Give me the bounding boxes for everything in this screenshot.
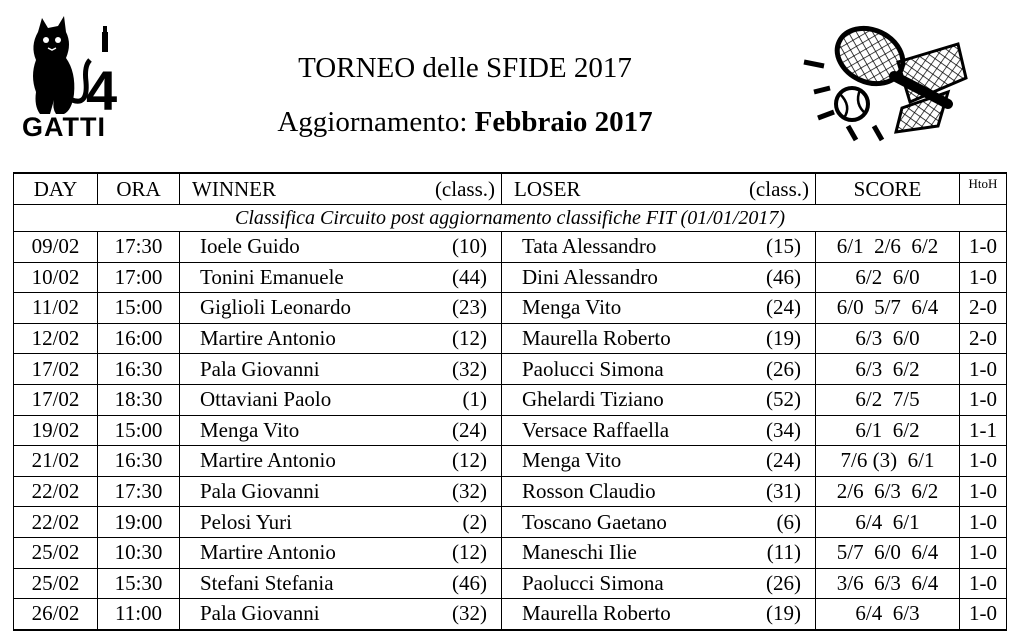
- cell-loser: Rosson Claudio: [502, 476, 718, 507]
- cell-h2h: 1-0: [960, 599, 1007, 630]
- cell-score: 6/1 2/6 6/2: [816, 232, 960, 263]
- cell-loser-class: (19): [718, 599, 816, 630]
- cell-day: 19/02: [14, 415, 98, 446]
- ranking-note: Classifica Circuito post aggiornamento classifiche FIT (01/01/2017): [14, 205, 1007, 232]
- cell-winner: Martire Antonio: [180, 323, 405, 354]
- cell-loser: Menga Vito: [502, 293, 718, 324]
- cell-h2h: 2-0: [960, 323, 1007, 354]
- cell-loser: Ghelardi Tiziano: [502, 384, 718, 415]
- col-day: DAY: [14, 173, 98, 205]
- cell-day: 25/02: [14, 537, 98, 568]
- table-row: [14, 415, 1007, 446]
- table-row: [14, 507, 1007, 538]
- update-label: Aggiornamento:: [277, 106, 468, 138]
- table-row: [14, 537, 1007, 568]
- cell-winner: Stefani Stefania: [180, 568, 405, 599]
- cell-time: 17:30: [98, 476, 180, 507]
- cell-winner: Ottaviani Paolo: [180, 384, 405, 415]
- cell-loser-class: (31): [718, 476, 816, 507]
- cell-loser: Toscano Gaetano: [502, 507, 718, 538]
- update-value: Febbraio 2017: [474, 106, 653, 138]
- cell-loser-class: (15): [718, 232, 816, 263]
- cell-day: 25/02: [14, 568, 98, 599]
- cell-time: 11:00: [98, 599, 180, 630]
- cell-time: 18:30: [98, 384, 180, 415]
- cell-loser-class: (34): [718, 415, 816, 446]
- table-row: [14, 476, 1007, 507]
- cell-loser-class: (46): [718, 262, 816, 293]
- cell-h2h: 1-1: [960, 415, 1007, 446]
- cell-loser: Dini Alessandro: [502, 262, 718, 293]
- cell-winner: Martire Antonio: [180, 446, 405, 477]
- table-row: [14, 384, 1007, 415]
- cell-loser: Maneschi Ilie: [502, 537, 718, 568]
- table-row: [14, 354, 1007, 385]
- col-ora: ORA: [98, 173, 180, 205]
- cell-h2h: 1-0: [960, 262, 1007, 293]
- cell-loser: Maurella Roberto: [502, 323, 718, 354]
- cell-score: 6/4 6/3: [816, 599, 960, 630]
- cell-h2h: 1-0: [960, 507, 1007, 538]
- cell-score: 6/3 6/2: [816, 354, 960, 385]
- cell-score: 6/3 6/0: [816, 323, 960, 354]
- cell-loser-class: (19): [718, 323, 816, 354]
- cell-winner: Pala Giovanni: [180, 354, 405, 385]
- table-row: [14, 446, 1007, 477]
- table-row: [14, 323, 1007, 354]
- cell-day: 22/02: [14, 507, 98, 538]
- results-table: [13, 172, 1007, 631]
- cell-score: 6/2 6/0: [816, 262, 960, 293]
- cell-time: 16:00: [98, 323, 180, 354]
- header-row: [14, 173, 1007, 205]
- cell-winner-class: (2): [405, 507, 502, 538]
- cell-winner: Ioele Guido: [180, 232, 405, 263]
- cell-time: 16:30: [98, 446, 180, 477]
- cell-winner: Pala Giovanni: [180, 476, 405, 507]
- cell-loser: Paolucci Simona: [502, 354, 718, 385]
- cell-winner-class: (32): [405, 599, 502, 630]
- cell-day: 10/02: [14, 262, 98, 293]
- cell-loser: Versace Raffaella: [502, 415, 718, 446]
- cell-day: 21/02: [14, 446, 98, 477]
- cell-winner-class: (23): [405, 293, 502, 324]
- update-line: [0, 106, 930, 139]
- cell-day: 22/02: [14, 476, 98, 507]
- col-loser-class: (class.): [718, 173, 816, 205]
- cell-winner-class: (46): [405, 568, 502, 599]
- col-h2h: HtoH: [960, 173, 1007, 205]
- cell-loser-class: (26): [718, 568, 816, 599]
- cell-h2h: 1-0: [960, 354, 1007, 385]
- cell-time: 16:30: [98, 354, 180, 385]
- cell-winner: Martire Antonio: [180, 537, 405, 568]
- cell-day: 11/02: [14, 293, 98, 324]
- cell-winner-class: (10): [405, 232, 502, 263]
- cell-h2h: 1-0: [960, 232, 1007, 263]
- cell-score: 2/6 6/3 6/2: [816, 476, 960, 507]
- cell-loser: Maurella Roberto: [502, 599, 718, 630]
- col-winner-class: (class.): [405, 173, 502, 205]
- col-score: SCORE: [816, 173, 960, 205]
- cell-time: 15:00: [98, 293, 180, 324]
- cell-h2h: 1-0: [960, 476, 1007, 507]
- cell-loser-class: (11): [718, 537, 816, 568]
- cell-score: 5/7 6/0 6/4: [816, 537, 960, 568]
- cell-winner-class: (44): [405, 262, 502, 293]
- cell-winner: Pala Giovanni: [180, 599, 405, 630]
- cell-loser: Menga Vito: [502, 446, 718, 477]
- cell-h2h: 1-0: [960, 384, 1007, 415]
- cell-score: 6/4 6/1: [816, 507, 960, 538]
- cell-loser-class: (24): [718, 293, 816, 324]
- cell-score: 6/1 6/2: [816, 415, 960, 446]
- cell-h2h: 1-0: [960, 446, 1007, 477]
- cell-h2h: 2-0: [960, 293, 1007, 324]
- cell-time: 15:30: [98, 568, 180, 599]
- cell-winner-class: (24): [405, 415, 502, 446]
- cell-day: 17/02: [14, 384, 98, 415]
- cell-time: 15:00: [98, 415, 180, 446]
- col-winner: WINNER: [180, 173, 405, 205]
- cell-h2h: 1-0: [960, 537, 1007, 568]
- logo-text: GATTI: [22, 112, 106, 142]
- cell-winner-class: (32): [405, 354, 502, 385]
- cell-loser-class: (26): [718, 354, 816, 385]
- cell-time: 19:00: [98, 507, 180, 538]
- cell-loser: Paolucci Simona: [502, 568, 718, 599]
- cell-time: 17:30: [98, 232, 180, 263]
- cell-winner-class: (12): [405, 323, 502, 354]
- col-loser: LOSER: [502, 173, 718, 205]
- cell-winner-class: (32): [405, 476, 502, 507]
- cell-time: 17:00: [98, 262, 180, 293]
- cell-time: 10:30: [98, 537, 180, 568]
- table-row: [14, 232, 1007, 263]
- cell-loser-class: (52): [718, 384, 816, 415]
- cell-score: 3/6 6/3 6/4: [816, 568, 960, 599]
- cell-loser-class: (6): [718, 507, 816, 538]
- cell-score: 6/0 5/7 6/4: [816, 293, 960, 324]
- cell-score: 7/6 (3) 6/1: [816, 446, 960, 477]
- cell-day: 26/02: [14, 599, 98, 630]
- cell-winner-class: (1): [405, 384, 502, 415]
- cell-winner: Menga Vito: [180, 415, 405, 446]
- cell-day: 17/02: [14, 354, 98, 385]
- cell-loser: Tata Alessandro: [502, 232, 718, 263]
- table-row: [14, 568, 1007, 599]
- cell-loser-class: (24): [718, 446, 816, 477]
- cell-winner: Tonini Emanuele: [180, 262, 405, 293]
- cell-day: 09/02: [14, 232, 98, 263]
- cell-winner: Giglioli Leonardo: [180, 293, 405, 324]
- table-row: [14, 293, 1007, 324]
- logo-number: 4: [86, 59, 118, 122]
- cell-winner-class: (12): [405, 446, 502, 477]
- cell-h2h: 1-0: [960, 568, 1007, 599]
- cell-day: 12/02: [14, 323, 98, 354]
- cell-score: 6/2 7/5: [816, 384, 960, 415]
- table-row: [14, 599, 1007, 630]
- cell-winner: Pelosi Yuri: [180, 507, 405, 538]
- page-title: TORNEO delle SFIDE 2017: [298, 52, 632, 84]
- note-row: [14, 205, 1007, 232]
- cell-winner-class: (12): [405, 537, 502, 568]
- table-row: [14, 262, 1007, 293]
